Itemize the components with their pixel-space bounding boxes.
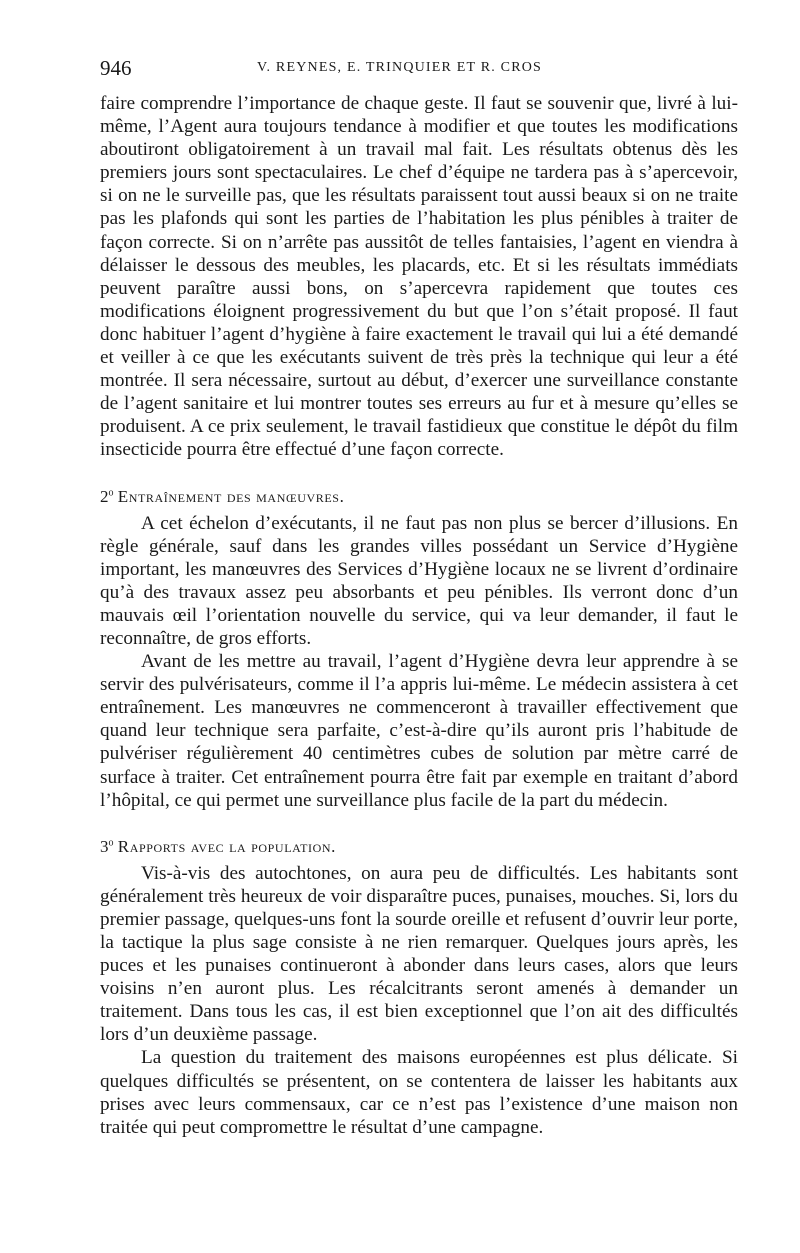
paragraph-illusions: A cet échelon d’exécutants, il ne faut pas non plus se bercer d’illusions. En règle générale, sauf dans les grandes villes possédant un Service d’Hygiène important, les manœuvres des Services d’Hygiène locaux ne se livrent d’ordinaire qu’à des travaux assez peu absorbants et peu pénibles. Ils verront donc d’un mauvais œil l’orientation nouvelle du service, qui va leur demander, il faut le reconnaître, de gros efforts. [100, 512, 738, 649]
section-heading-entrainement [100, 485, 738, 508]
document-page [100, 52, 738, 1139]
running-header [100, 52, 738, 82]
ordinal-mark: o [108, 837, 114, 849]
page-number: 946 [100, 56, 132, 80]
paragraph-autochtones: Vis-à-vis des autochtones, on aura peu de difficultés. Les habitants sont généralement très heureux de voir disparaître puces, punaises, mouches. Si, lors du premier passage, quelques-uns font la sourde oreille et refusent d’ouvrir leur porte, la tactique la plus sage consiste à ne rien remarquer. Quelques jours après, les puces et les punaises continueront à abonder dans leurs cases, alors que leurs voisins n’en auront plus. Les récalcitrants seront amenés à demander un traitement. Dans tous les cas, il est bien exceptionnel que l’on ait des difficultés lors d’un deuxième passage. [100, 862, 738, 1046]
section-heading-rapports [100, 835, 738, 858]
section-number: 3 [100, 836, 109, 856]
section-title: Entraînement des manœuvres. [117, 486, 345, 506]
section-number: 2 [100, 486, 109, 506]
paragraph-pulverisateurs: Avant de les mettre au travail, l’agent d’Hygiène devra leur apprendre à se servir des pulvérisateurs, comme il l’a appris lui-même. Le médecin assistera à cet entraînement. Les manœuvres ne commenceront à travailler effectivement que quand leur technique sera parfaite, c’est-à-dire qu’ils auront pris l’habitude de pulvériser régulièrement 40 centimètres cubes de solution par mètre carré de surface à traiter. Cet entraînement pourra être fait par exemple en traitant d’abord l’hôpital, ce qui permet une surveillance plus facile de la part du médecin. [100, 651, 738, 811]
ordinal-mark: o [108, 486, 114, 498]
paragraph-continuation: faire comprendre l’importance de chaque geste. Il faut se souvenir que, livré à lui-même, l’Agent aura toujours tendance à modifier et que toutes les modifications aboutiront obligatoirement à un travail mal fait. Les résultats obtenus dès les premiers jours sont spectaculaires. Le chef d’équipe ne tardera pas à s’apercevoir, si on ne le surveille pas, que les résultats paraissent tout aussi beaux si on ne traite pas les plafonds qui sont les parties de l’habitation les plus pénibles à traiter de façon correcte. Si on n’arrête pas aussitôt de telles fantaisies, l’agent en viendra à délaisser le dessous des meubles, les placards, etc. Et si les résultats immédiats peuvent paraître aussi bons, on s’apercevra rapidement que toutes ces modifications éloignent progressivement du but que l’on s’était proposé. Il faut donc habituer l’agent d’hygiène à faire exactement le travail qui lui a été demandé et veiller à ce que les exécutants suivent de très près la technique qui leur a été montrée. Il sera nécessaire, surtout au début, d’exercer une surveillance constante de l’agent sanitaire et lui montrer toutes ses erreurs au fur et à mesure qu’elles se produisent. A ce prix seulement, le travail fastidieux que constitue le dépôt du film insecticide pourra être effectué d’une façon correcte. [100, 93, 738, 461]
section-title: Rapports avec la population. [117, 836, 336, 856]
running-title: V. REYNES, E. TRINQUIER ET R. CROS [257, 60, 543, 75]
paragraph-maisons-europeennes: La question du traitement des maisons européennes est plus délicate. Si quelques difficultés se présentent, on se contentera de laisser les habitants aux prises avec leurs commensaux, car ce n’est pas l’existence d’une maison non traitée qui peut compromettre le résultat d’une campagne. [100, 1047, 738, 1138]
